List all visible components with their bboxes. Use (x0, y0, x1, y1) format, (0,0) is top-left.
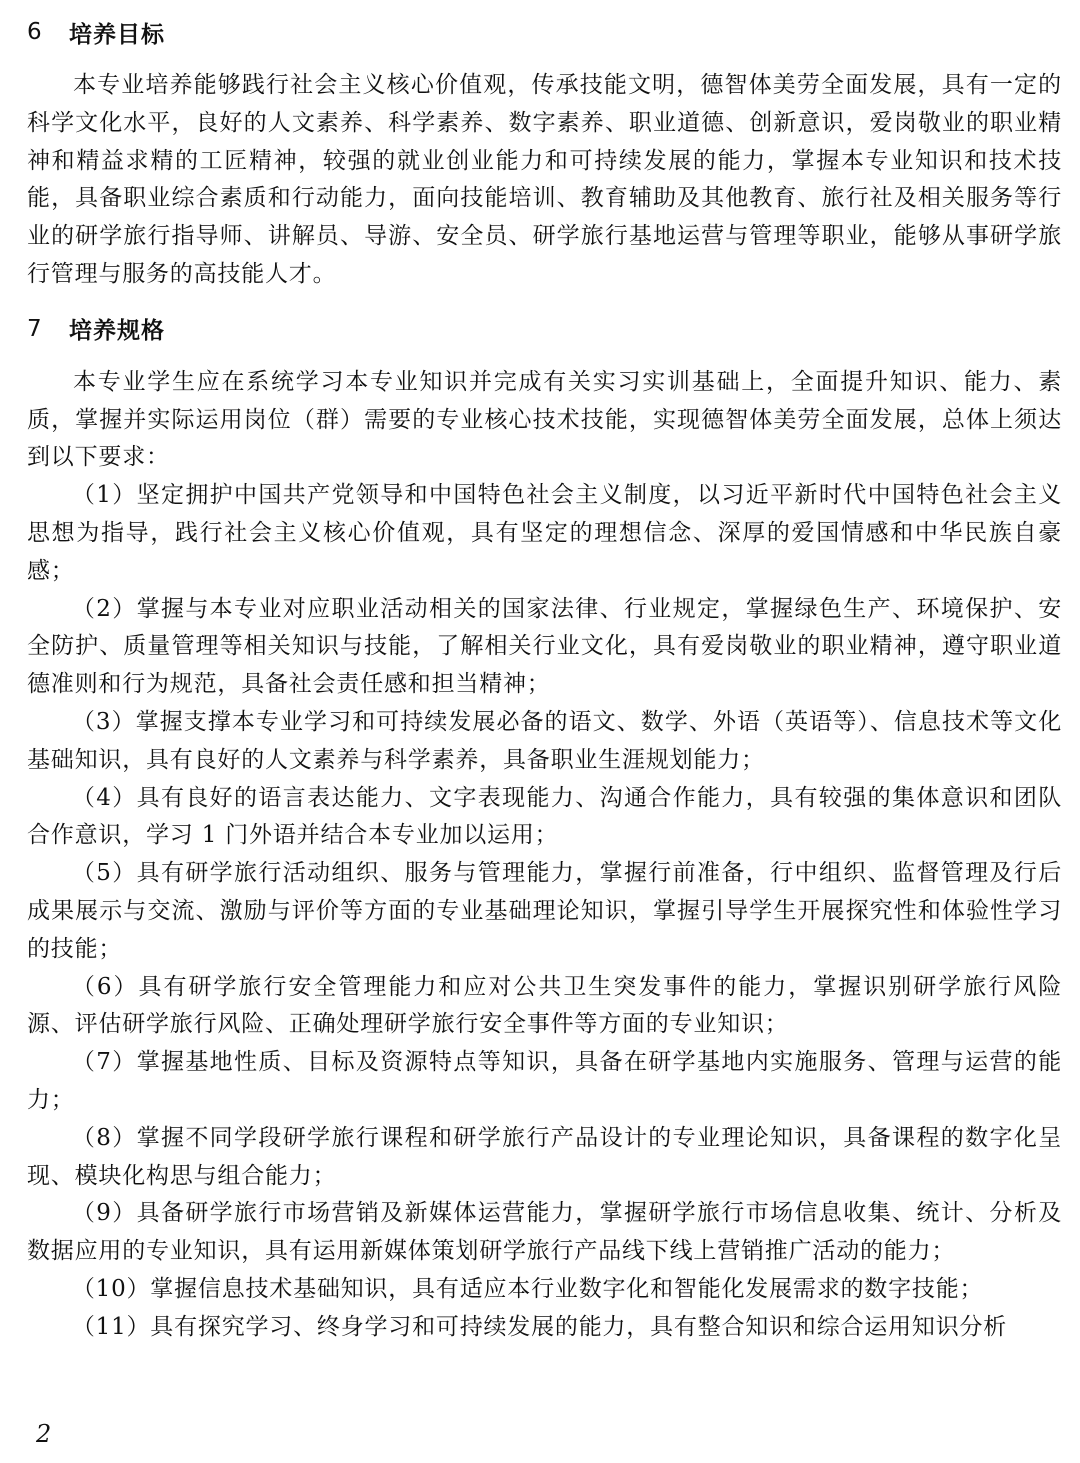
section-heading-training-specs (27, 312, 1062, 346)
requirement-item: （3）掌握支撑本专业学习和可持续发展必备的语文、数学、外语（英语等）、信息技术等文化基础知识，具有良好的人文素养与科学素养，具备职业生涯规划能力； (27, 708, 1062, 773)
requirement-item: （1）坚定拥护中国共产党领导和中国特色社会主义制度，以习近平新时代中国特色社会主义思想为指导，践行社会主义核心价值观，具有坚定的理想信念、深厚的爱国情感和中华民族自豪感； (27, 482, 1062, 584)
section-number: 6 (27, 19, 43, 45)
requirement-item: （4）具有良好的语言表达能力、文字表现能力、沟通合作能力，具有较强的集体意识和团队合作意识，学习 1 门外语并结合本专业加以运用； (27, 784, 1062, 849)
requirement-item: （7）掌握基地性质、目标及资源特点等知识，具备在研学基地内实施服务、管理与运营的能力； (27, 1049, 1062, 1113)
training-specs-intro: 本专业学生应在系统学习本专业知识并完成有关实习实训基础上，全面提升知识、能力、素质，掌握并实际运用岗位（群）需要的专业核心技术技能，实现德智体美劳全面发展，总体上须达到以下要求： (27, 368, 1062, 471)
section-heading-training-goals (27, 15, 1062, 49)
section-title: 培养规格 (69, 318, 165, 345)
requirement-item: （6）具有研学旅行安全管理能力和应对公共卫生突发事件的能力，掌握识别研学旅行风险源、评估研学旅行风险、正确处理研学旅行安全事件等方面的专业知识； (27, 973, 1062, 1038)
requirement-item: （10）掌握信息技术基础知识，具有适应本行业数字化和智能化发展需求的数字技能； (71, 1275, 984, 1302)
training-goals-paragraph: 本专业培养能够践行社会主义核心价值观，传承技能文明，德智体美劳全面发展，具有一定的科学文化水平，良好的人文素养、科学素养、数字素养、职业道德、创新意识，爱岗敬业的职业精神和精益求精的工匠精神，较强的就业创业能力和可持续发展的能力，掌握本专业知识和技术技能，具备职业综合素质和行动能力，面向技能培训、教育辅助及其他教育、旅行社及相关服务等行业的研学旅行指导师、讲解员、导游、安全员、研学旅行基地运营与管理等职业，能够从事研学旅行管理与服务的高技能人才。 (27, 72, 1062, 287)
document-content (27, 15, 1062, 1347)
requirement-item: （11）具有探究学习、终身学习和可持续发展的能力，具有整合知识和综合运用知识分析 (71, 1313, 1008, 1340)
requirement-item: （9）具备研学旅行市场营销及新媒体运营能力，掌握研学旅行市场信息收集、统计、分析及数据应用的专业知识，具有运用新媒体策划研学旅行产品线下线上营销推广活动的能力； (27, 1200, 1062, 1265)
page-number: 2 (36, 1420, 52, 1448)
requirement-item: （2）掌握与本专业对应职业活动相关的国家法律、行业规定，掌握绿色生产、环境保护、安全防护、质量管理等相关知识与技能，了解相关行业文化，具有爱岗敬业的职业精神，遵守职业道德准则和行为规范，具备社会责任感和担当精神； (27, 595, 1062, 698)
requirement-item: （8）掌握不同学段研学旅行课程和研学旅行产品设计的专业理论知识，具备课程的数字化呈现、模块化构思与组合能力； (27, 1124, 1062, 1189)
section-number: 7 (27, 315, 43, 342)
requirement-item: （5）具有研学旅行活动组织、服务与管理能力，掌握行前准备，行中组织、监督管理及行后成果展示与交流、激励与评价等方面的专业基础理论知识，掌握引导学生开展探究性和体验性学习的技能； (27, 860, 1062, 962)
section-title: 培养目标 (69, 21, 165, 48)
